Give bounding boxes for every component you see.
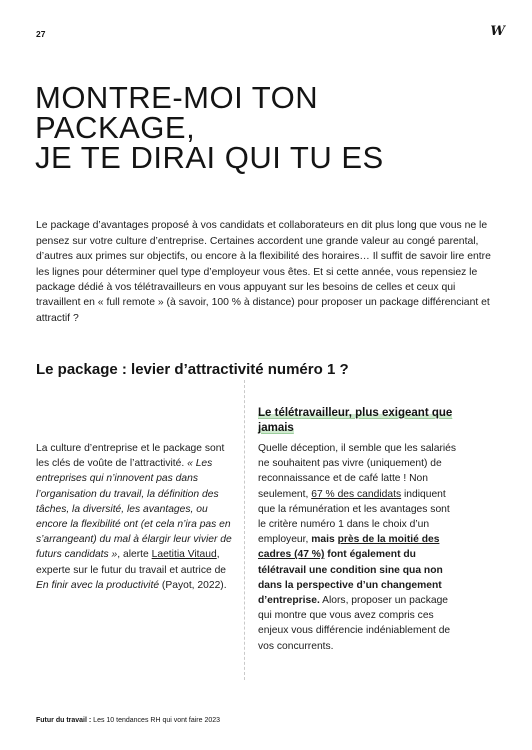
left-column-text xyxy=(36,441,236,593)
right-bold-2: font également du télétravail une condition sine qua non dans la perspective d’un changement d’entreprise. xyxy=(258,549,443,607)
column-divider xyxy=(244,380,246,680)
right-column-heading xyxy=(258,406,458,436)
footer-text: Les 10 tendances RH qui vont faire 2023 xyxy=(91,717,221,724)
page-number: 27 xyxy=(36,29,46,39)
expert-name-link[interactable]: Laetitia Vitaud xyxy=(151,549,217,561)
right-text-2: indiquent que la rémunération et les avantages sont le critère numéro 1 dans le choix d’un employeur, xyxy=(258,488,450,546)
title-line-1: MONTRE-MOI TON xyxy=(35,79,319,115)
right-text-3: Alors, proposer un package qui montre que vous avez compris ces enjeux vous différencie indéniablement de vos concurrents. xyxy=(258,595,451,652)
expert-quote: « Les entreprises qui n’innovent pas dans l’organisation du travail, la définition des tâches, la diversité, les avantages, ou encore la flexibilité ont (et cela n’ira pas en s’arrangeant) du mal à élargir leur vivier de futurs candidats » xyxy=(36,458,232,561)
right-column-text xyxy=(258,441,458,654)
footer-bold: Futur du travail : xyxy=(36,717,92,724)
book-publisher: (Payot, 2022). xyxy=(159,579,227,591)
quote-attribution: , alerte xyxy=(117,549,152,561)
book-title: En finir avec la productivité xyxy=(36,579,160,591)
brand-logo: W xyxy=(490,24,504,39)
page-title xyxy=(35,79,505,175)
right-bold-1: mais xyxy=(311,534,338,546)
title-line-2: PACKAGE, xyxy=(35,109,196,145)
intro-paragraph: Le package d’avantages proposé à vos candidats et collaborateurs en dit plus long que vous ne le pensez sur votre culture d’entreprise. Certaines accordent une grande valeur au congé parental, d’autres aux primes sur objectifs, ou encore à la flexibilité des horaires… Il suffit de savoir lire entre les lignes pour déterminer quel type d’employeur vous êtes. Et si cette année, vous repensiez le package dédié à vos télétravailleurs en vous appuyant sur les besoins de celles et ceux qui travaillent en « full remote » (à savoir, 100 % à distance) pour proposer un package différenciant et attractif ? xyxy=(36,220,491,324)
title-line-3: JE TE DIRAI QUI TU ES xyxy=(35,139,384,175)
expert-role: , experte sur le futur du travail et autrice de xyxy=(36,549,227,576)
candidates-stat-link[interactable]: 67 % des candidats xyxy=(311,488,402,500)
right-column-heading-text: Le télétravailleur, plus exigeant que jamais xyxy=(258,406,453,434)
section-heading: Le package : levier d’attractivité numéro 1 ? xyxy=(36,361,349,379)
left-intro-text: La culture d’entreprise et le package sont les clés de voûte de l’attractivité. xyxy=(36,443,225,470)
cadres-stat-link[interactable]: près de la moitié des cadres (47 %) xyxy=(258,534,440,561)
right-text-1: Quelle déception, il semble que les salariés ne souhaitent pas vivre (uniquement) de reconnaissance et de café latte ! Non seulement, xyxy=(258,443,457,500)
page-footer xyxy=(36,717,220,724)
